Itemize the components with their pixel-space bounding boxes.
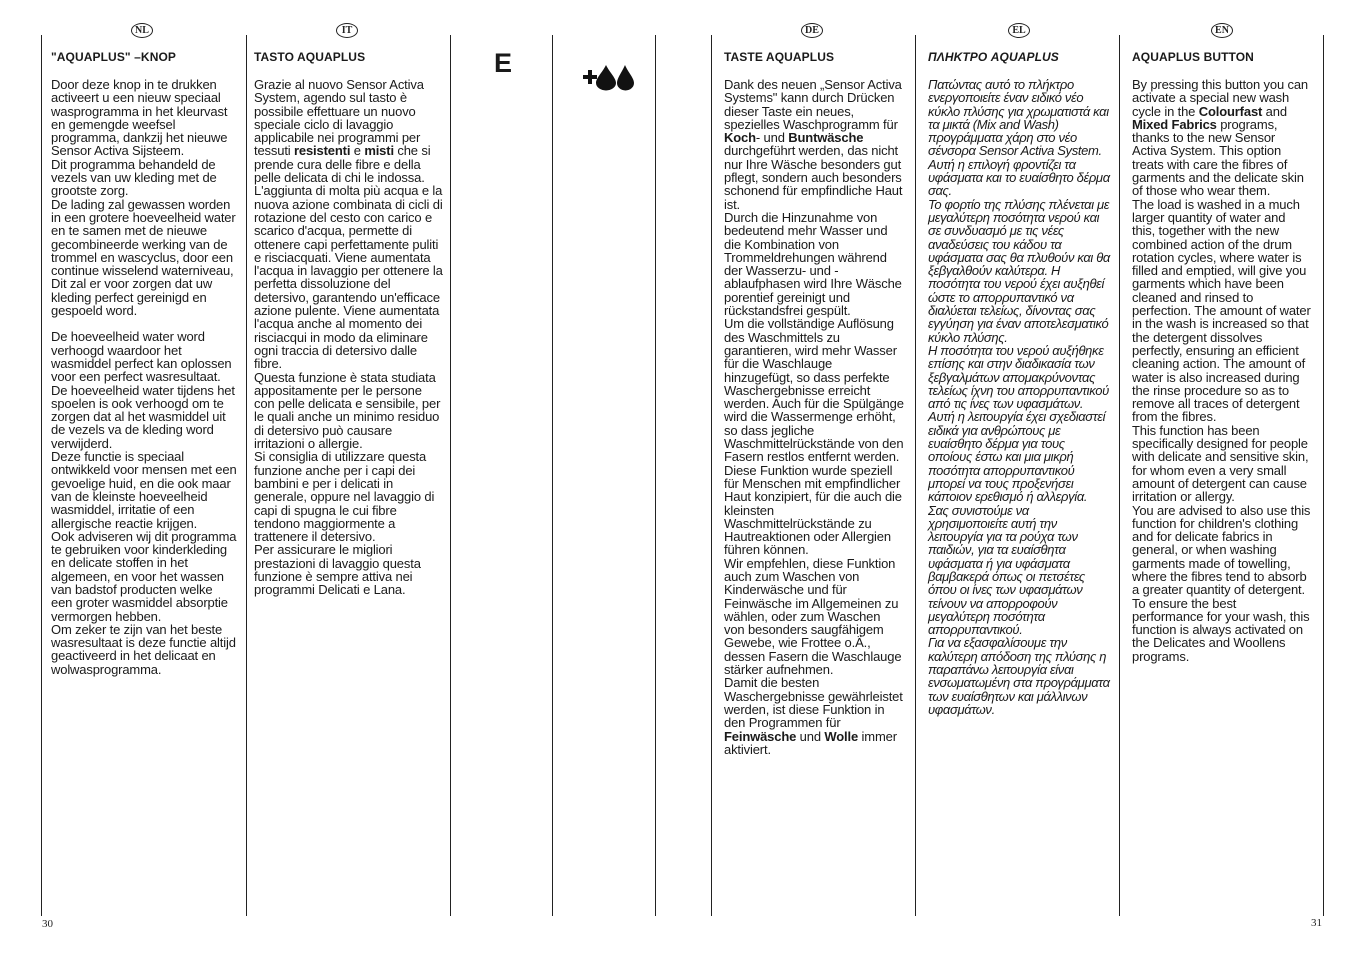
paragraph <box>51 623 237 676</box>
paragraph <box>254 78 444 184</box>
text-segment: The load is washed in a much larger quantity of water and this, together with the new combined action of the drum rotation cycles, where water is filled and emptied, will give you garments which have been cleaned and rinsed to perfection. The amount of water in the wash is increased so that the detergent dissolves perfectly, ensuring an efficient cleaning action. The amount of water is also increased during the rinse procedure so as to remove all traces of detergent from the fibres. <box>1132 196 1311 425</box>
column-divider <box>655 35 656 916</box>
paragraph <box>1132 597 1311 663</box>
paragraph <box>51 330 237 450</box>
language-badge-nl: NL <box>131 23 153 38</box>
text-segment: Σας συνιστούμε να χρησιμοποιείτε αυτή την λειτουργία για τα ρούχα των παιδιών, για τα ευαίσθητα υφάσματα ή για υφάσματα βαμβακερά όπως οι πετσέτες όπου οι ίνες των υφασμάτων τείνουν να απορροφούν μεγαλύτερη ποσότητα απορρυπαντικού. <box>928 502 1085 638</box>
paragraph <box>724 557 904 677</box>
page-number-left: 30 <box>42 918 53 930</box>
paragraph <box>724 211 904 317</box>
paragraph <box>928 504 1110 637</box>
paragraph <box>51 530 237 623</box>
section-title-de: TASTE AQUAPLUS <box>724 50 835 64</box>
bold-text: Koch <box>724 130 756 146</box>
text-segment: Durch die Hinzunahme von bedeutend mehr Wasser und die Kombination von Trommeldrehungen während der Wasserzu- und -ablaufphasen wird Ihre Wäsche porentief gereinigt und rückstandsfrei gespült. <box>724 209 902 319</box>
column-divider <box>450 35 451 916</box>
text-segment: Per assicurare le migliori prestazioni di lavaggio questa funzione è sempre attiva nei programmi Delicati e Lana. <box>254 542 421 598</box>
paragraph <box>254 543 444 596</box>
body-text-nl <box>51 78 237 676</box>
text-segment: L'aggiunta di molta più acqua e la nuova azione combinata di cicli di rotazione del cesto con carico e scarico d'acqua, permette di ottenere capi perfettamente puliti e risciacquati. Viene aumentata l'acqua in lavaggio per ottenere la perfetta dissoluzione del detersivo, garantendo un'efficace azione pulente. Viene aumentata l'acqua anche al momento dei risciacqui in modo da eliminare ogni traccia di detersivo dalle fibre. <box>254 183 443 372</box>
bold-text: Mixed Fabrics <box>1132 116 1217 132</box>
language-badge-el: EL <box>1008 23 1030 38</box>
body-text-el <box>928 78 1110 716</box>
page-number-right: 31 <box>1311 917 1322 929</box>
column-divider <box>1323 35 1324 916</box>
paragraph <box>1132 424 1311 504</box>
aquaplus-drops-icon <box>582 63 634 91</box>
section-title-el: ΠΛΗΚΤΡΟ AQUAPLUS <box>928 50 1059 64</box>
paragraph <box>254 184 444 370</box>
text-segment: Damit die besten Waschergebnisse gewährleistet werden, ist diese Funktion in den Programmen für <box>724 675 903 731</box>
paragraph <box>1132 78 1311 198</box>
paragraph <box>51 158 237 198</box>
bold-text: Wolle <box>824 728 859 744</box>
column-divider <box>915 35 916 916</box>
bold-text: Colourfast <box>1198 103 1263 119</box>
text-segment: Grazie al nuovo Sensor Activa System, agendo sul tasto è possibile effettuare un nuovo speciale ciclo di lavaggio applicabile nei programmi per tessuti <box>254 77 424 159</box>
body-text-en <box>1132 78 1311 663</box>
text-segment: Om zeker te zijn van het beste wasresultaat is deze functie altijd geactiveerd in het delicaat en wolwasprogramma. <box>51 621 236 677</box>
language-badge-en: EN <box>1211 23 1233 38</box>
text-segment: programs, thanks to the new Sensor Activa System. This option treats with care the fibres of garments and the delicate skin of those who wear them. <box>1132 116 1304 199</box>
column-divider <box>552 35 553 916</box>
text-segment: Το φορτίο της πλύσης πλένεται με μεγαλύτερη ποσότητα νερού και σε συνδυασμό με τις νέες αναδεύσεις του κάδου τα υφάσματα σας θα πλυθούν και θα ξεβγαλθούν καλύτερα. Η ποσότητα του νερού έχει αυξηθεί ώστε το απορρυπαντικό να διαλύεται τελείως, δίνοντας σας εγγύηση για έναν αποτελεσματικό κύκλο πλύσης. <box>928 196 1110 345</box>
text-segment: You are advised to also use this function for children's clothing and for delicate fabrics in general, or when washing garments made of towelling, where the fibres tend to absorb a greater quantity of detergent. <box>1132 502 1311 598</box>
paragraph <box>51 198 237 318</box>
text-segment: Dit programma behandeld de vezels van uw kleding met de grootste zorg. <box>51 156 217 199</box>
section-title-nl: "AQUAPLUS" –KNOP <box>51 50 176 64</box>
paragraph <box>928 636 1110 716</box>
paragraph <box>724 464 904 557</box>
paragraph <box>724 676 904 756</box>
paragraph <box>724 317 904 463</box>
text-segment: durchgeführt werden, das nicht nur Ihre Wäsche besonders gut pflegt, sondern auch besonders schonend für empfindliche Haut ist. <box>724 143 903 212</box>
text-segment: This function has been specifically designed for people with delicate and sensitive skin, for whom even a very small amount of detergent can cause irritation or allergy. <box>1132 422 1309 505</box>
paragraph <box>51 78 237 158</box>
text-segment: Questa funzione è stata studiata appositamente per le persone con pelle delicata e sensibile, per le quali anche un minimo residuo di detersivo può causare irritazioni o allergie. <box>254 369 441 452</box>
column-divider <box>246 35 247 916</box>
text-segment: - und <box>755 130 789 146</box>
paragraph <box>254 450 444 543</box>
bold-text: resistenti <box>293 143 351 159</box>
text-segment: Η ποσότητα του νερού αυξήθηκε επίσης και στην διαδικασία των ξεβγαλμάτων απομακρύνοντας τελείως ίχνη του απορρυπαντικού από τις ίνες των υφασμάτων. Αυτή η λειτουργία έχει σχεδιαστεί ειδικά για ανθρώπους με ευαίσθητο δέρμα για τους οποίους έστω και μια μικρή ποσότητα απορρυπαντικού μπορεί να τους προξενήσει κάποιον ερεθισμό ή αλλεργία. <box>928 342 1109 505</box>
text-segment: Si consiglia di utilizzare questa funzione anche per i capi dei bambini e per i delicati in generale, oppure nel lavaggio di capi di spugna le cui fibre tendono maggiormente a trattenere il detersivo. <box>254 449 435 545</box>
text-segment: Για να εξασφαλίσουμε την καλύτερη απόδοση της πλύσης η παραπάνω λειτουργία είναι ενσωματωμένη στα προγράμματα των ευαίσθητων και μάλλινων υφασμάτων. <box>928 635 1110 717</box>
text-segment: immer aktiviert. <box>724 728 897 757</box>
paragraph <box>1132 504 1311 597</box>
body-text-it <box>254 78 444 597</box>
paragraph <box>928 344 1110 504</box>
text-segment: Wir empfehlen, diese Funktion auch zum Waschen von Kinderwäsche und für Feinwäsche im Allgemeinen zu wählen, oder zum Waschen von besonders saugfähigem Gewebe, wie Frottee o.Ä., dessen Fasern die Waschlauge stärker aufnehmen. <box>724 555 902 678</box>
text-segment: De lading zal gewassen worden in een grotere hoeveelheid water en te samen met de nieuwe gecombineerde werking van de trommel en wascyclus, door een continue wisselend waterniveau, Dit zal er voor zorgen dat uw kleding perfect gereinigd en gespoeld word. <box>51 196 236 319</box>
bold-text: Buntwäsche <box>788 130 864 146</box>
paragraph <box>51 450 237 530</box>
text-segment: che si prende cura delle fibre e della pelle delicata di chi le indossa. <box>254 143 431 186</box>
paragraph <box>724 78 904 211</box>
paragraph <box>928 198 1110 344</box>
bold-text: misti <box>364 143 394 159</box>
paragraph <box>928 78 1110 198</box>
section-title-en: AQUAPLUS BUTTON <box>1132 50 1254 64</box>
text-segment: Um die vollständige Auflösung des Waschmittels zu garantieren, wird mehr Wasser für die Waschlauge hinzugefügt, so dass perfekte Waschergebnisse erreicht werden. Auch für die Spülgänge wird die Wassermenge erhöht, so dass jegliche Waschmittelrückstände von den Fasern restlos entfernt werden. <box>724 316 904 465</box>
language-badge-de: DE <box>801 23 823 38</box>
text-segment: By pressing this button you can activate a special new wash cycle in the <box>1132 77 1309 119</box>
bold-text: Feinwäsche <box>724 728 797 744</box>
text-segment: und <box>796 728 825 744</box>
section-title-it: TASTO AQUAPLUS <box>254 50 366 64</box>
column-divider <box>41 35 42 916</box>
text-segment: Πατώντας αυτό το πλήκτρο ενεργοποιείτε έναν ειδικό νέο κύκλο πλύσης για χρωματιστά και τα μικτά (Mix and Wash) προγράμματα χάρη στο νέο σένσορα Sensor Activa System. Αυτή η επιλογή φροντίζει τα υφάσματα και το ευαίσθητο δέρμα σας. <box>928 77 1110 199</box>
text-segment: To ensure the best performance for your wash, this function is always activated on the Delicates and Woollens programs. <box>1132 595 1310 664</box>
language-badge-it: IT <box>336 23 358 38</box>
text-segment: De hoeveelheid water word verhoogd waardoor het wasmiddel perfect kan oplossen voor een perfect wasresultaat. De hoeveelheid water tijdens het spoelen is ook verhoogd om te zorgen dat al het wasmiddel uit de vezels va de kleding word verwijderd. <box>51 329 235 451</box>
column-divider <box>711 35 712 916</box>
text-segment: Deze functie is speciaal ontwikkeld voor mensen met een gevoelige huid, en die ook maar van de kleinste hoeveelheid wasmiddel, irritatie of een allergische reactie krijgen. <box>51 449 237 531</box>
paragraph <box>1132 198 1311 424</box>
section-letter: E <box>494 48 513 78</box>
paragraph <box>254 371 444 451</box>
text-segment: Dank des neuen „Sensor Activa Systems" kann durch Drücken dieser Taste ein neues, spezielles Waschprogramm für <box>724 77 902 132</box>
body-text-de <box>724 78 904 756</box>
text-segment: Diese Funktion wurde speziell für Menschen mit empfindlicher Haut konzipiert, für die auch die kleinsten Waschmittelrückstände zu Hautreaktionen oder Allergien führen können. <box>724 462 902 558</box>
text-segment: and <box>1262 103 1287 119</box>
text-segment: Ook adviseren wij dit programma te gebruiken voor kinderkleding en delicate stoffen in het algemeen, en voor het wassen van badstof producten welke een groter wasmiddel absorptie vermorgen hebben. <box>51 528 237 624</box>
column-divider <box>1119 35 1120 916</box>
text-segment: Door deze knop in te drukken activeert u een nieuw speciaal wasprogramma in het kleurvast en gemengde weefsel programma, dankzij het nieuwe Sensor Activa Sijsteem. <box>51 77 228 159</box>
text-segment: e <box>350 143 365 159</box>
